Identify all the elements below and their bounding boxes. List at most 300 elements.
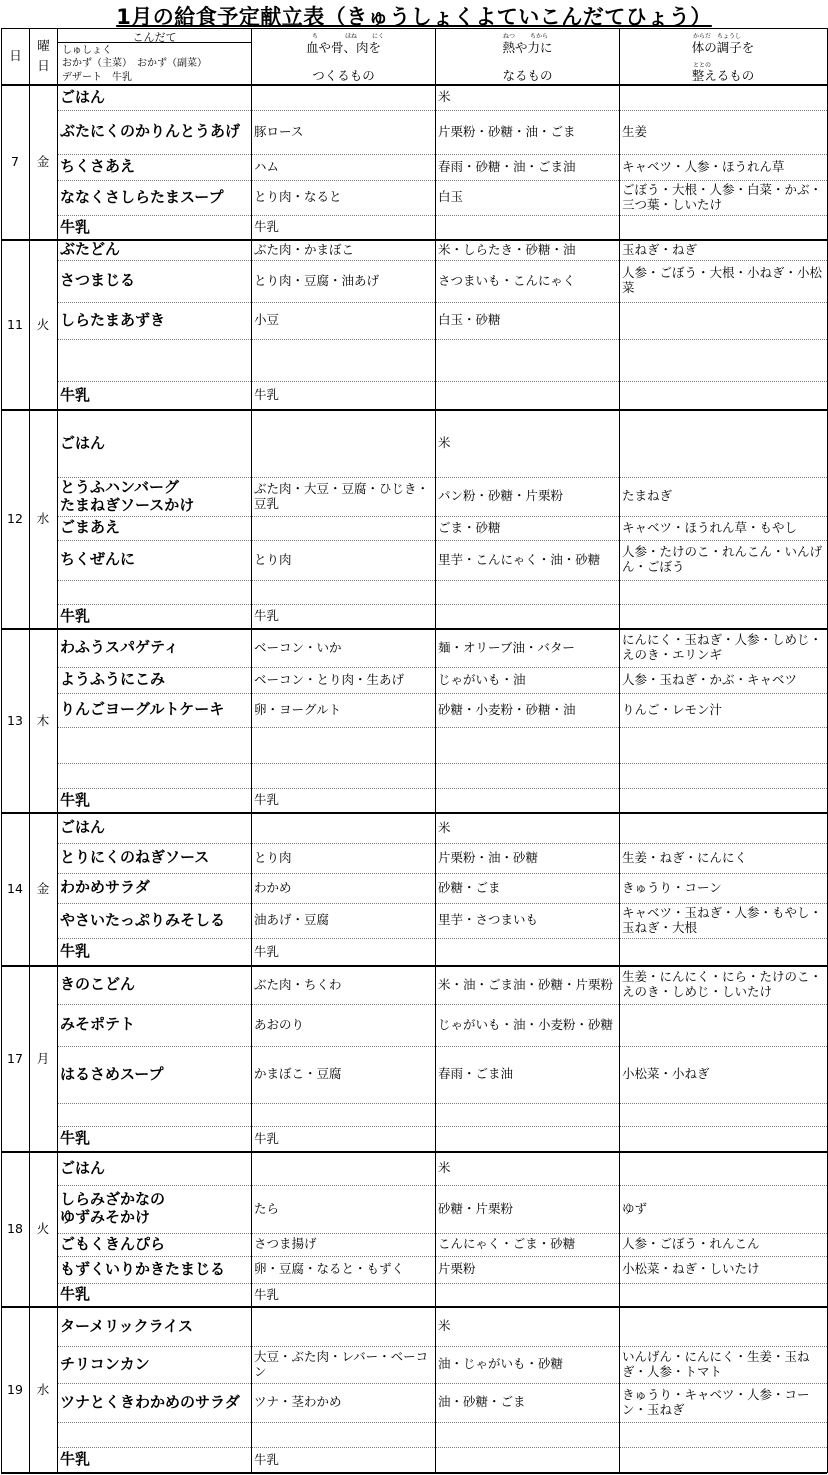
menu-dish bbox=[57, 604, 251, 629]
ingredient-body-condition-text: 生姜・ねぎ・にんにく bbox=[622, 849, 748, 865]
ingredient-body-condition bbox=[619, 516, 827, 540]
ingredient-energy bbox=[435, 667, 619, 693]
menu-dish bbox=[57, 302, 251, 339]
ruby-blood-1: ち bbox=[312, 33, 319, 40]
ingredient-body-condition-text: ゆず bbox=[622, 1200, 648, 1216]
ingredient-energy bbox=[435, 302, 619, 339]
ingredient-energy-text: 片栗粉・油・砂糖 bbox=[438, 849, 539, 865]
ingredient-body-condition bbox=[619, 1383, 827, 1422]
menu-dish-text: ごもくきんぴら bbox=[60, 1234, 166, 1253]
ingredient-body-condition bbox=[619, 903, 827, 938]
weekday: 水 bbox=[36, 1381, 50, 1397]
ingredient-body-condition bbox=[619, 154, 827, 180]
ingredient-energy-text: 春雨・ごま油 bbox=[438, 1066, 514, 1082]
ingredient-energy bbox=[435, 1185, 619, 1233]
ingredient-energy bbox=[435, 260, 619, 302]
ingredient-energy bbox=[435, 1126, 619, 1152]
menu-dish-text: わかめサラダ bbox=[60, 878, 150, 897]
ingredient-blood-bone bbox=[251, 339, 435, 381]
menu-dish-text: もずくいりかきたまじる bbox=[60, 1259, 226, 1278]
ingredient-energy bbox=[435, 604, 619, 629]
ingredient-blood-bone bbox=[251, 629, 435, 667]
ingredient-blood-bone-text: ぶた肉・かまぼこ bbox=[254, 241, 355, 257]
ingredient-energy bbox=[435, 477, 619, 516]
weekday: 水 bbox=[36, 511, 50, 527]
menu-dish-text: ごはん bbox=[60, 87, 106, 106]
ingredient-energy bbox=[435, 873, 619, 903]
day-bottom-border bbox=[1, 1472, 827, 1474]
ingredient-energy-text: 米・油・ごま油・砂糖・片栗粉 bbox=[438, 976, 614, 992]
menu-dish bbox=[57, 1283, 251, 1307]
ingredient-energy-text: 油・じゃがいも・砂糖 bbox=[438, 1356, 564, 1372]
ingredient-energy bbox=[435, 1152, 619, 1185]
ingredient-body-condition-text: いんげん・にんにく・生姜・玉ねぎ・人参・トマト bbox=[622, 1348, 810, 1379]
ingredient-blood-bone bbox=[251, 763, 435, 788]
ingredient-energy-text: 里芋・こんにゃく・油・砂糖 bbox=[438, 551, 601, 567]
weekday: 金 bbox=[36, 881, 50, 897]
weekday: 火 bbox=[36, 316, 50, 332]
ingredient-blood-bone-text: とり肉・なると bbox=[254, 189, 342, 205]
menu-dish bbox=[57, 966, 251, 1004]
ingredient-energy-text: 米・しらたき・砂糖・油 bbox=[438, 241, 576, 257]
ingredient-body-condition bbox=[619, 85, 827, 110]
ingredient-energy bbox=[435, 1447, 619, 1473]
menu-dish bbox=[57, 873, 251, 903]
ingredient-blood-bone-text: とり肉 bbox=[254, 551, 292, 567]
ingredient-body-condition-text: 小松菜・ねぎ・しいたけ bbox=[622, 1261, 760, 1277]
menu-dish-text: とりにくのねぎソース bbox=[60, 848, 210, 867]
weekday: 月 bbox=[36, 1050, 50, 1066]
ingredient-blood-bone-text: あおのり bbox=[254, 1016, 305, 1032]
ingredient-energy-text: 里芋・さつまいも bbox=[438, 912, 539, 928]
header-weekday-2: 日 bbox=[37, 58, 50, 73]
ingredient-blood-bone-text: 牛乳 bbox=[254, 1451, 280, 1467]
ingredient-energy bbox=[435, 1307, 619, 1346]
ingredient-body-condition-text: 小松菜・小ねぎ bbox=[622, 1066, 710, 1082]
ingredient-blood-bone-text: 牛乳 bbox=[254, 387, 280, 403]
ingredient-energy-text: パン粉・砂糖・片栗粉 bbox=[438, 488, 564, 504]
ingredient-blood-bone bbox=[251, 215, 435, 240]
ingredient-body-condition bbox=[619, 813, 827, 843]
ingredient-blood-bone bbox=[251, 938, 435, 966]
menu-dish-text: ちくさあえ bbox=[60, 157, 136, 176]
menu-dish-text: 牛乳 bbox=[60, 1450, 91, 1469]
column-border bbox=[57, 28, 58, 1473]
ingredient-blood-bone-text: 牛乳 bbox=[254, 608, 280, 624]
ingredient-blood-bone bbox=[251, 302, 435, 339]
ingredient-body-condition-text: たまねぎ bbox=[622, 488, 673, 504]
menu-dish-text: 牛乳 bbox=[60, 790, 91, 809]
weekday: 火 bbox=[36, 1221, 50, 1237]
header-menu-title: こんだて bbox=[132, 31, 177, 44]
ingredient-blood-bone bbox=[251, 1233, 435, 1256]
ingredient-blood-bone bbox=[251, 1103, 435, 1126]
ingredient-body-condition bbox=[619, 1103, 827, 1126]
ingredient-body-condition-text: 玉ねぎ・ねぎ bbox=[622, 241, 698, 257]
menu-dish-text: ツナとくきわかめのサラダ bbox=[60, 1392, 240, 1411]
ingredient-blood-bone bbox=[251, 85, 435, 110]
menu-dish-text: ごまあえ bbox=[60, 518, 121, 537]
ingredient-blood-bone bbox=[251, 154, 435, 180]
ingredient-body-condition bbox=[619, 938, 827, 966]
menu-dish bbox=[57, 693, 251, 727]
ruby-energy-1: ねつ bbox=[503, 33, 516, 40]
ingredient-body-condition-text: 人参・ごぼう・大根・小ねぎ・小松菜 bbox=[622, 265, 823, 295]
ingredient-energy bbox=[435, 339, 619, 381]
ruby-blood-2: ほね bbox=[345, 33, 358, 40]
ingredient-body-condition bbox=[619, 1004, 827, 1046]
ingredient-body-condition bbox=[619, 604, 827, 629]
menu-dish bbox=[57, 903, 251, 938]
header-weekday-1: 曜 bbox=[37, 38, 50, 53]
ingredient-blood-bone-text: たら bbox=[254, 1200, 280, 1216]
ingredient-blood-bone bbox=[251, 1283, 435, 1307]
ruby-body-1: からだ ちょうし bbox=[693, 33, 742, 40]
ingredient-body-condition bbox=[619, 1152, 827, 1185]
menu-dish-text: やさいたっぷりみそしる bbox=[60, 910, 226, 929]
ingredient-blood-bone bbox=[251, 966, 435, 1004]
menu-dish bbox=[57, 1152, 251, 1185]
ingredient-body-condition-text: ごぼう・大根・人参・白菜・かぶ・三つ葉・しいたけ bbox=[622, 181, 823, 212]
day-number: 12 bbox=[7, 511, 23, 527]
ingredient-blood-bone bbox=[251, 1004, 435, 1046]
ingredient-energy-text: 米 bbox=[438, 1318, 451, 1334]
ingredient-blood-bone bbox=[251, 240, 435, 260]
ingredient-body-condition-text: きゅうり・キャベツ・人参・コーン・玉ねぎ bbox=[622, 1386, 810, 1417]
ingredient-blood-bone bbox=[251, 410, 435, 477]
ingredient-body-condition bbox=[619, 339, 827, 381]
menu-dish bbox=[57, 477, 251, 516]
menu-dish bbox=[57, 540, 251, 580]
day-number: 11 bbox=[7, 316, 23, 332]
menu-dish-text: 牛乳 bbox=[60, 942, 91, 961]
ingredient-blood-bone-text: 牛乳 bbox=[254, 1130, 280, 1146]
ingredient-energy bbox=[435, 154, 619, 180]
weekday: 金 bbox=[36, 154, 50, 170]
ingredient-energy bbox=[435, 1046, 619, 1103]
ingredient-energy bbox=[435, 1256, 619, 1283]
ingredient-blood-bone bbox=[251, 667, 435, 693]
menu-dish-text: しらみざかなの ゆずみそかけ bbox=[60, 1190, 166, 1226]
day-number: 7 bbox=[11, 154, 19, 170]
menu-dish-text: 牛乳 bbox=[60, 606, 91, 625]
menu-dish bbox=[57, 1185, 251, 1233]
ingredient-body-condition bbox=[619, 788, 827, 813]
menu-dish bbox=[57, 1346, 251, 1383]
menu-dish bbox=[57, 180, 251, 215]
ingredient-blood-bone bbox=[251, 381, 435, 410]
ingredient-blood-bone bbox=[251, 813, 435, 843]
ingredient-body-condition bbox=[619, 1046, 827, 1103]
ingredient-blood-bone-text: ベーコン・いか bbox=[254, 639, 342, 655]
ingredient-blood-bone bbox=[251, 1447, 435, 1473]
ingredient-blood-bone-text: 豚ロース bbox=[254, 123, 304, 139]
ingredient-blood-bone bbox=[251, 110, 435, 154]
ingredient-energy-text: 米 bbox=[438, 1160, 451, 1176]
header-menu-sub-1: しゅしょく bbox=[62, 45, 112, 56]
ingredient-body-condition-text: きゅうり・コーン bbox=[622, 879, 722, 895]
menu-dish-text: 牛乳 bbox=[60, 217, 91, 236]
menu-dish-text: ななくさしらたまスープ bbox=[60, 187, 224, 206]
ingredient-energy bbox=[435, 843, 619, 873]
menu-dish-text: しらたまあずき bbox=[60, 310, 166, 329]
ingredient-body-condition-text: キャベツ・人参・ほうれん草 bbox=[622, 158, 785, 174]
ingredient-blood-bone bbox=[251, 1126, 435, 1152]
ingredient-body-condition bbox=[619, 1283, 827, 1307]
ingredient-blood-bone-text: 大豆・ぶた肉・レバー・ベーコン bbox=[254, 1348, 429, 1379]
day-number: 13 bbox=[7, 712, 23, 728]
ingredient-energy bbox=[435, 763, 619, 788]
day-number: 17 bbox=[7, 1050, 23, 1066]
header-blood-1: 血や骨、肉を bbox=[305, 40, 381, 55]
menu-dish bbox=[57, 580, 251, 604]
header-energy-1: 熱や力に bbox=[502, 40, 553, 55]
ingredient-energy bbox=[435, 240, 619, 260]
ingredient-energy-text: さつまいも・こんにゃく bbox=[438, 272, 576, 288]
menu-dish-text: みそポテト bbox=[60, 1015, 136, 1034]
menu-dish-text: ようふうにこみ bbox=[60, 670, 166, 689]
ingredient-energy-text: 麺・オリーブ油・バター bbox=[438, 639, 575, 655]
menu-dish-text: ごはん bbox=[60, 1158, 106, 1177]
menu-dish bbox=[57, 727, 251, 763]
ingredient-blood-bone bbox=[251, 727, 435, 763]
ingredient-energy bbox=[435, 693, 619, 727]
ingredient-body-condition bbox=[619, 966, 827, 1004]
ingredient-blood-bone-text: 牛乳 bbox=[254, 219, 280, 235]
ingredient-blood-bone bbox=[251, 260, 435, 302]
header-body-2: 整えるもの bbox=[691, 68, 755, 83]
ingredient-energy bbox=[435, 540, 619, 580]
ingredient-energy bbox=[435, 788, 619, 813]
ingredient-blood-bone-text: ぶた肉・ちくわ bbox=[254, 976, 342, 992]
menu-dish bbox=[57, 154, 251, 180]
ingredient-energy-text: ごま・砂糖 bbox=[438, 519, 501, 535]
menu-dish bbox=[57, 1307, 251, 1346]
ingredient-body-condition bbox=[619, 667, 827, 693]
column-border bbox=[29, 28, 30, 1473]
menu-dish bbox=[57, 843, 251, 873]
ingredient-blood-bone bbox=[251, 1152, 435, 1185]
menu-dish bbox=[57, 1233, 251, 1256]
ingredient-body-condition bbox=[619, 381, 827, 410]
ingredient-blood-bone bbox=[251, 580, 435, 604]
day-number: 18 bbox=[7, 1221, 23, 1237]
ingredient-blood-bone-text: かまぼこ・豆腐 bbox=[254, 1066, 342, 1082]
ingredient-body-condition bbox=[619, 1307, 827, 1346]
menu-dish-text: ぶたにくのかりんとうあげ bbox=[60, 122, 241, 141]
menu-dish bbox=[57, 410, 251, 477]
menu-dish bbox=[57, 1422, 251, 1447]
column-border bbox=[619, 28, 620, 1473]
ingredient-blood-bone-text: ベーコン・とり肉・生あげ bbox=[254, 671, 405, 687]
menu-dish bbox=[57, 938, 251, 966]
ingredient-energy bbox=[435, 727, 619, 763]
ingredient-body-condition bbox=[619, 110, 827, 154]
ingredient-blood-bone-text: 小豆 bbox=[254, 312, 280, 328]
ingredient-energy-text: じゃがいも・油 bbox=[438, 671, 526, 687]
ingredient-energy bbox=[435, 110, 619, 154]
ingredient-energy bbox=[435, 903, 619, 938]
ingredient-blood-bone bbox=[251, 1346, 435, 1383]
ingredient-blood-bone-text: 油あげ・豆腐 bbox=[254, 912, 330, 928]
ruby-body-2: ととの bbox=[693, 62, 712, 69]
menu-dish bbox=[57, 516, 251, 540]
ingredient-blood-bone-text: ぶた肉・大豆・豆腐・ひじき・豆乳 bbox=[254, 480, 430, 511]
header-menu-separator bbox=[57, 42, 251, 43]
ingredient-blood-bone-text: わかめ bbox=[254, 879, 292, 895]
menu-dish-text: ごはん bbox=[60, 818, 106, 837]
ingredient-body-condition bbox=[619, 580, 827, 604]
ingredient-blood-bone bbox=[251, 788, 435, 813]
ingredient-energy bbox=[435, 1346, 619, 1383]
menu-dish bbox=[57, 1447, 251, 1473]
ingredient-body-condition bbox=[619, 302, 827, 339]
menu-dish bbox=[57, 667, 251, 693]
menu-dish bbox=[57, 1126, 251, 1152]
ingredient-blood-bone bbox=[251, 1307, 435, 1346]
menu-dish-text: ターメリックライス bbox=[60, 1316, 194, 1335]
ingredient-body-condition bbox=[619, 727, 827, 763]
ingredient-energy-text: じゃがいも・油・小麦粉・砂糖 bbox=[438, 1016, 614, 1032]
menu-dish bbox=[57, 1046, 251, 1103]
ruby-blood-3: にく bbox=[372, 33, 385, 40]
day-number: 14 bbox=[7, 881, 23, 897]
menu-dish bbox=[57, 788, 251, 813]
ingredient-body-condition-text: キャベツ・玉ねぎ・人参・もやし・玉ねぎ・大根 bbox=[622, 904, 823, 935]
ingredient-blood-bone-text: 卵・豆腐・なると・もずく bbox=[254, 1261, 405, 1277]
ingredient-body-condition bbox=[619, 1346, 827, 1383]
ingredient-blood-bone-text: ツナ・茎わかめ bbox=[254, 1394, 342, 1410]
ingredient-blood-bone-text: 牛乳 bbox=[254, 1286, 280, 1302]
menu-dish-text: とうふハンバーグ たまねぎソースかけ bbox=[60, 477, 195, 514]
ingredient-body-condition bbox=[619, 873, 827, 903]
ingredient-blood-bone bbox=[251, 693, 435, 727]
menu-dish bbox=[57, 339, 251, 381]
ingredient-energy bbox=[435, 1004, 619, 1046]
menu-dish-text: 牛乳 bbox=[60, 385, 91, 404]
ruby-energy-2: ちから bbox=[530, 33, 549, 40]
header-day: 日 bbox=[9, 48, 22, 63]
menu-dish bbox=[57, 215, 251, 240]
header-blood-2: つくるもの bbox=[312, 68, 375, 83]
ingredient-blood-bone bbox=[251, 516, 435, 540]
ingredient-energy bbox=[435, 215, 619, 240]
menu-dish bbox=[57, 1383, 251, 1422]
ingredient-energy bbox=[435, 381, 619, 410]
ingredient-energy bbox=[435, 938, 619, 966]
ingredient-body-condition-text: にんにく・玉ねぎ・人参・しめじ・えのき・エリンギ bbox=[622, 632, 823, 662]
ingredient-blood-bone-text: とり肉・豆腐・油あげ bbox=[254, 272, 380, 288]
menu-dish bbox=[57, 813, 251, 843]
ingredient-body-condition-text: 生姜・にんにく・にら・たけのこ・えのき・しめじ・しいたけ bbox=[622, 969, 823, 999]
column-border bbox=[251, 28, 252, 1473]
ingredient-body-condition-text: りんご・レモン汁 bbox=[622, 701, 723, 717]
ingredient-body-condition bbox=[619, 260, 827, 302]
ingredient-energy bbox=[435, 813, 619, 843]
ingredient-blood-bone-text: ハム bbox=[254, 158, 280, 174]
ingredient-energy bbox=[435, 966, 619, 1004]
ingredient-blood-bone bbox=[251, 903, 435, 938]
ingredient-energy-text: 米 bbox=[438, 819, 451, 835]
menu-dish-text: チリコンカン bbox=[60, 1354, 150, 1373]
ingredient-blood-bone bbox=[251, 1046, 435, 1103]
ingredient-energy-text: 砂糖・片栗粉 bbox=[438, 1200, 514, 1216]
menu-dish-text: ごはん bbox=[60, 433, 106, 452]
ingredient-blood-bone bbox=[251, 540, 435, 580]
ingredient-blood-bone bbox=[251, 1422, 435, 1447]
ingredient-body-condition-text: 人参・玉ねぎ・かぶ・キャベツ bbox=[622, 671, 798, 687]
ingredient-blood-bone bbox=[251, 1256, 435, 1283]
ingredient-body-condition-text: 生姜 bbox=[622, 123, 648, 139]
ingredient-body-condition-text: 人参・ごぼう・れんこん bbox=[622, 1236, 760, 1252]
title-text: 1月の給食予定献立表（きゅうしょくよていこんだてひょう） bbox=[116, 5, 712, 29]
menu-dish bbox=[57, 629, 251, 667]
ingredient-blood-bone-text: 牛乳 bbox=[254, 943, 280, 959]
ingredient-body-condition bbox=[619, 1185, 827, 1233]
menu-dish bbox=[57, 1103, 251, 1126]
ingredient-body-condition bbox=[619, 763, 827, 788]
ingredient-blood-bone bbox=[251, 604, 435, 629]
ingredient-body-condition bbox=[619, 215, 827, 240]
ingredient-body-condition bbox=[619, 1256, 827, 1283]
ingredient-energy-text: こんにゃく・ごま・砂糖 bbox=[438, 1236, 576, 1252]
menu-dish-text: きのこどん bbox=[60, 975, 136, 994]
weekday: 木 bbox=[36, 712, 50, 728]
menu-dish bbox=[57, 763, 251, 788]
ingredient-energy-text: 片栗粉 bbox=[438, 1261, 476, 1277]
table-top-border bbox=[1, 28, 827, 29]
ingredient-energy-text: 砂糖・小麦粉・砂糖・油 bbox=[438, 701, 576, 717]
menu-dish bbox=[57, 1256, 251, 1283]
ingredient-body-condition bbox=[619, 1126, 827, 1152]
menu-dish bbox=[57, 110, 251, 154]
ingredient-energy-text: 白玉 bbox=[438, 189, 464, 205]
ingredient-energy bbox=[435, 516, 619, 540]
menu-dish bbox=[57, 260, 251, 302]
ingredient-blood-bone bbox=[251, 180, 435, 215]
menu-dish-text: わふうスパゲティ bbox=[60, 638, 179, 657]
header-menu-sub-2: おかず（主菜） おかず（副菜） bbox=[62, 58, 207, 69]
ingredient-body-condition bbox=[619, 410, 827, 477]
menu-dish-text: ぶたどん bbox=[60, 240, 121, 259]
menu-dish-text: はるさめスープ bbox=[60, 1064, 164, 1083]
ingredient-energy-text: 米 bbox=[438, 435, 451, 451]
ingredient-blood-bone-text: さつま揚げ bbox=[254, 1236, 317, 1252]
ingredient-blood-bone-text: 卵・ヨーグルト bbox=[254, 701, 342, 717]
ingredient-blood-bone bbox=[251, 477, 435, 516]
ingredient-blood-bone bbox=[251, 873, 435, 903]
menu-dish bbox=[57, 1004, 251, 1046]
menu-dish-text: りんごヨーグルトケーキ bbox=[60, 700, 225, 719]
day-number: 19 bbox=[7, 1381, 23, 1397]
ingredient-body-condition bbox=[619, 540, 827, 580]
column-border bbox=[435, 28, 436, 1473]
ingredient-body-condition bbox=[619, 843, 827, 873]
ingredient-blood-bone-text: とり肉 bbox=[254, 849, 292, 865]
ingredient-body-condition bbox=[619, 477, 827, 516]
ingredient-blood-bone-text: 牛乳 bbox=[254, 792, 280, 808]
ingredient-body-condition bbox=[619, 693, 827, 727]
ingredient-body-condition bbox=[619, 240, 827, 260]
menu-dish bbox=[57, 85, 251, 110]
ingredient-body-condition-text: キャベツ・ほうれん草・もやし bbox=[622, 519, 798, 535]
column-border bbox=[1, 28, 2, 1473]
ingredient-blood-bone bbox=[251, 1383, 435, 1422]
ingredient-energy bbox=[435, 629, 619, 667]
ingredient-energy bbox=[435, 1283, 619, 1307]
ingredient-energy-text: 油・砂糖・ごま bbox=[438, 1394, 526, 1410]
ingredient-energy bbox=[435, 180, 619, 215]
